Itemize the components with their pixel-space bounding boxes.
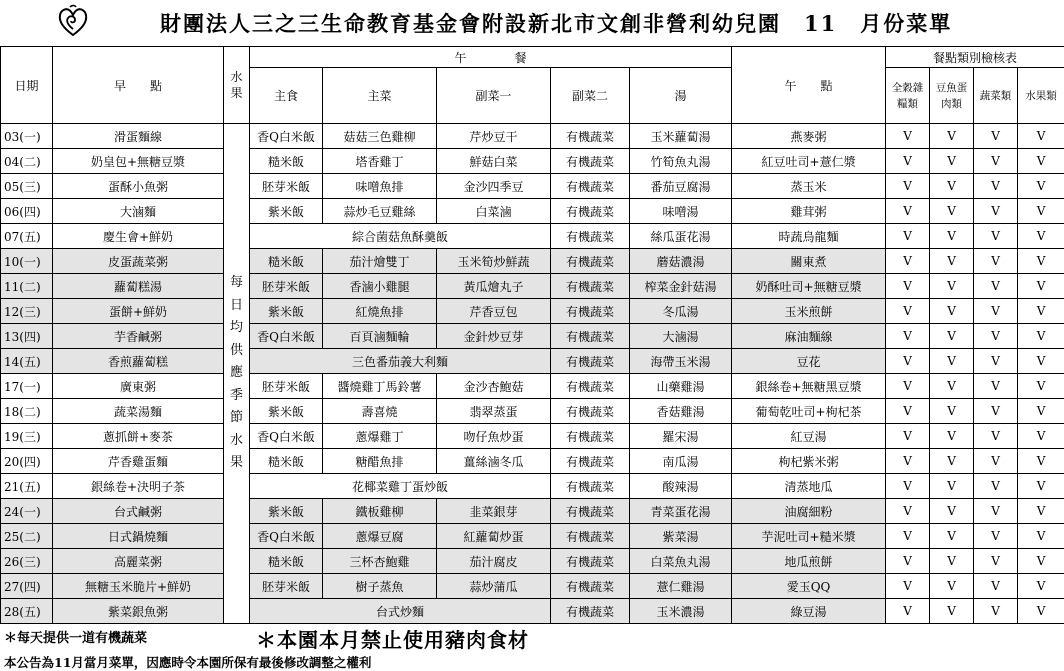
soup-cell: 紫菜湯 [630, 524, 732, 549]
menu-table [0, 46, 1064, 624]
vegetables-check-cell: V [974, 449, 1018, 474]
protein-check-cell: V [930, 524, 974, 549]
fruits-check-cell: V [1018, 199, 1064, 224]
vegetables-check-cell: V [974, 124, 1018, 149]
breakfast-cell: 蔥抓餅+麥茶 [53, 424, 224, 449]
merged-lunch-cell: 綜合菌菇魚酥羹飯 [250, 224, 551, 249]
vegetables-check-cell: V [974, 574, 1018, 599]
breakfast-cell: 香煎蘿蔔糕 [53, 349, 224, 374]
disclaimer-note: 本公告為11月當月菜單，因應時令本園所保有最後修改調整之權利 [4, 655, 372, 670]
side-dish-2-cell: 有機蔬菜 [551, 124, 630, 149]
grains-check-cell: V [886, 274, 930, 299]
side-dish-2-cell: 有機蔬菜 [551, 549, 630, 574]
soup-cell: 絲瓜蛋花湯 [630, 224, 732, 249]
table-row [1, 374, 1064, 399]
fruits-check-cell: V [1018, 224, 1064, 249]
staple-cell: 香Q白米飯 [250, 424, 323, 449]
grains-check-cell: V [886, 524, 930, 549]
protein-check-cell: V [930, 549, 974, 574]
breakfast-cell: 滑蛋麵線 [53, 124, 224, 149]
side-dish-2-cell: 有機蔬菜 [551, 149, 630, 174]
main-dish-cell: 塔香雞丁 [323, 149, 437, 174]
fruits-check-cell: V [1018, 549, 1064, 574]
date-cell: 13(四) [1, 324, 53, 349]
grains-check-cell: V [886, 499, 930, 524]
side-dish-1-cell: 芹炒豆干 [437, 124, 551, 149]
vegetables-check-cell: V [974, 374, 1018, 399]
snack-cell: 麻油麵線 [732, 324, 886, 349]
soup-cell: 番茄豆腐湯 [630, 174, 732, 199]
table-row [1, 499, 1064, 524]
date-cell: 27(四) [1, 574, 53, 599]
protein-header: 豆魚蛋 肉類 [930, 68, 974, 124]
table-row [1, 224, 1064, 249]
grains-check-cell: V [886, 424, 930, 449]
staple-cell: 胚芽米飯 [250, 174, 323, 199]
vegetables-check-cell: V [974, 474, 1018, 499]
vegetables-check-cell: V [974, 349, 1018, 374]
side-dish-1-cell: 金針炒豆芽 [437, 324, 551, 349]
heart-swirl-logo-icon [56, 4, 90, 38]
soup-cell: 青菜蛋花湯 [630, 499, 732, 524]
vegetables-check-cell: V [974, 399, 1018, 424]
side-dish-1-cell: 紅蘿蔔炒蛋 [437, 524, 551, 549]
table-row [1, 299, 1064, 324]
main-dish-cell: 茄汁燴雙丁 [323, 249, 437, 274]
table-row [1, 399, 1064, 424]
grains-check-cell: V [886, 449, 930, 474]
snack-cell: 枸杞紫米粥 [732, 449, 886, 474]
date-cell: 07(五) [1, 224, 53, 249]
grains-check-cell: V [886, 399, 930, 424]
fruits-check-cell: V [1018, 499, 1064, 524]
main-dish-cell: 鐵板雞柳 [323, 499, 437, 524]
breakfast-cell: 日式鍋燒麵 [53, 524, 224, 549]
fruits-check-cell: V [1018, 349, 1064, 374]
side-dish-2-cell: 有機蔬菜 [551, 599, 630, 624]
snack-cell: 蒸玉米 [732, 174, 886, 199]
protein-check-cell: V [930, 424, 974, 449]
breakfast-cell: 銀絲卷+決明子茶 [53, 474, 224, 499]
vegetables-check-cell: V [974, 174, 1018, 199]
side-dish-2-cell: 有機蔬菜 [551, 524, 630, 549]
side-dish-1-cell: 茄汁腐皮 [437, 549, 551, 574]
date-cell: 25(二) [1, 524, 53, 549]
side-dish-2-cell: 有機蔬菜 [551, 574, 630, 599]
staple-cell: 香Q白米飯 [250, 524, 323, 549]
staple-cell: 香Q白米飯 [250, 324, 323, 349]
main-dish-cell: 醬燒雞丁馬鈴薯 [323, 374, 437, 399]
grains-check-cell: V [886, 174, 930, 199]
vegetables-check-cell: V [974, 549, 1018, 574]
grains-check-cell: V [886, 149, 930, 174]
page-title: 財團法人三之三生命教育基金會附設新北市文創非營利幼兒園 11 月份菜單 [160, 11, 953, 36]
staple-cell: 香Q白米飯 [250, 124, 323, 149]
protein-check-cell: V [930, 199, 974, 224]
staple-cell: 糙米飯 [250, 549, 323, 574]
breakfast-cell: 奶皇包+無糖豆漿 [53, 149, 224, 174]
snack-cell: 愛玉QQ [732, 574, 886, 599]
vegetables-check-cell: V [974, 599, 1018, 624]
side-dish-1-cell: 薑絲滷冬瓜 [437, 449, 551, 474]
table-row [1, 349, 1064, 374]
main-dish-cell: 菇菇三色雞柳 [323, 124, 437, 149]
side-dish-2-cell: 有機蔬菜 [551, 224, 630, 249]
grains-check-cell: V [886, 124, 930, 149]
no-pork-note: ＊本園本月禁止使用豬肉食材 [256, 628, 529, 652]
snack-cell: 玉米煎餅 [732, 299, 886, 324]
soup-cell: 羅宋湯 [630, 424, 732, 449]
staple-cell: 胚芽米飯 [250, 374, 323, 399]
side-dish-1-cell: 鮮菇白菜 [437, 149, 551, 174]
snack-cell: 綠豆湯 [732, 599, 886, 624]
side-dish-2-cell: 有機蔬菜 [551, 249, 630, 274]
fruits-check-cell: V [1018, 274, 1064, 299]
date-cell: 12(三) [1, 299, 53, 324]
main-dish-cell: 糖醋魚排 [323, 449, 437, 474]
soup-cell: 味噌湯 [630, 199, 732, 224]
soup-header: 湯 [630, 68, 732, 124]
staple-cell: 糙米飯 [250, 249, 323, 274]
side-dish-1-header: 副菜一 [437, 68, 551, 124]
snack-cell: 紅豆吐司+薏仁漿 [732, 149, 886, 174]
grains-check-cell: V [886, 374, 930, 399]
breakfast-cell: 蛋酥小魚粥 [53, 174, 224, 199]
soup-cell: 玉米濃湯 [630, 599, 732, 624]
grains-check-cell: V [886, 599, 930, 624]
table-row [1, 199, 1064, 224]
breakfast-cell: 慶生會+鮮奶 [53, 224, 224, 249]
date-cell: 26(三) [1, 549, 53, 574]
grains-check-cell: V [886, 549, 930, 574]
date-cell: 21(五) [1, 474, 53, 499]
date-cell: 06(四) [1, 199, 53, 224]
snack-cell: 燕麥粥 [732, 124, 886, 149]
table-row [1, 549, 1064, 574]
fruits-check-cell: V [1018, 249, 1064, 274]
date-cell: 03(一) [1, 124, 53, 149]
soup-cell: 山藥雞湯 [630, 374, 732, 399]
main-dish-cell: 紅燒魚排 [323, 299, 437, 324]
protein-check-cell: V [930, 324, 974, 349]
table-row [1, 324, 1064, 349]
grains-check-cell: V [886, 574, 930, 599]
snack-cell: 銀絲卷+無糖黑豆漿 [732, 374, 886, 399]
soup-cell: 蘑菇濃湯 [630, 249, 732, 274]
soup-cell: 大滷湯 [630, 324, 732, 349]
soup-cell: 白菜魚丸湯 [630, 549, 732, 574]
date-cell: 05(三) [1, 174, 53, 199]
soup-cell: 南瓜湯 [630, 449, 732, 474]
fruits-check-cell: V [1018, 124, 1064, 149]
vegetables-check-cell: V [974, 149, 1018, 174]
date-cell: 04(二) [1, 149, 53, 174]
snack-cell: 地瓜煎餅 [732, 549, 886, 574]
soup-cell: 榨菜金針菇湯 [630, 274, 732, 299]
date-cell: 19(三) [1, 424, 53, 449]
breakfast-cell: 台式鹹粥 [53, 499, 224, 524]
side-dish-1-cell: 黃瓜燴丸子 [437, 274, 551, 299]
breakfast-cell: 無糖玉米脆片+鮮奶 [53, 574, 224, 599]
vegetables-check-cell: V [974, 324, 1018, 349]
breakfast-cell: 蔬菜湯麵 [53, 399, 224, 424]
main-dish-cell: 味噌魚排 [323, 174, 437, 199]
check-group-header: 餐點類別檢核表 [886, 47, 1064, 68]
protein-check-cell: V [930, 574, 974, 599]
side-dish-2-cell: 有機蔬菜 [551, 274, 630, 299]
breakfast-cell: 大滷麵 [53, 199, 224, 224]
grains-check-cell: V [886, 249, 930, 274]
protein-check-cell: V [930, 124, 974, 149]
soup-cell: 香菇雞湯 [630, 399, 732, 424]
breakfast-cell: 蘿蔔糕湯 [53, 274, 224, 299]
table-row [1, 149, 1064, 174]
table-row [1, 524, 1064, 549]
breakfast-cell: 皮蛋蔬菜粥 [53, 249, 224, 274]
staple-cell: 胚芽米飯 [250, 574, 323, 599]
protein-check-cell: V [930, 349, 974, 374]
main-dish-cell: 壽喜燒 [323, 399, 437, 424]
breakfast-cell: 紫菜銀魚粥 [53, 599, 224, 624]
vegetables-check-cell: V [974, 499, 1018, 524]
vegetables-check-cell: V [974, 274, 1018, 299]
snack-header: 午 點 [732, 47, 886, 124]
vegetables-check-cell: V [974, 199, 1018, 224]
breakfast-header: 早 點 [53, 47, 224, 124]
staple-cell: 糙米飯 [250, 449, 323, 474]
protein-check-cell: V [930, 374, 974, 399]
soup-cell: 酸辣湯 [630, 474, 732, 499]
protein-check-cell: V [930, 499, 974, 524]
soup-cell: 玉米蘿蔔湯 [630, 124, 732, 149]
side-dish-1-cell: 蒜炒蒲瓜 [437, 574, 551, 599]
table-row [1, 474, 1064, 499]
side-dish-1-cell: 韭菜銀芽 [437, 499, 551, 524]
main-dish-cell: 三杯杏鮑雞 [323, 549, 437, 574]
grains-check-cell: V [886, 224, 930, 249]
snack-cell: 時蔬烏龍麵 [732, 224, 886, 249]
staple-cell: 紫米飯 [250, 399, 323, 424]
fruits-check-cell: V [1018, 424, 1064, 449]
date-cell: 17(一) [1, 374, 53, 399]
side-dish-1-cell: 玉米筍炒鮮蔬 [437, 249, 551, 274]
vegetables-check-cell: V [974, 299, 1018, 324]
snack-cell: 關東煮 [732, 249, 886, 274]
staple-cell: 紫米飯 [250, 499, 323, 524]
table-row [1, 124, 1064, 149]
fruits-check-cell: V [1018, 524, 1064, 549]
vegetables-check-cell: V [974, 424, 1018, 449]
snack-cell: 清蒸地瓜 [732, 474, 886, 499]
soup-cell: 竹筍魚丸湯 [630, 149, 732, 174]
merged-lunch-cell: 花椰菜雞丁蛋炒飯 [250, 474, 551, 499]
date-cell: 28(五) [1, 599, 53, 624]
protein-check-cell: V [930, 399, 974, 424]
seasonal-fruit-note: 每 日 均 供 應 季 節 水 果 [224, 124, 250, 624]
lunch-header: 午 餐 [250, 47, 732, 68]
grains-check-cell: V [886, 299, 930, 324]
breakfast-cell: 芋香鹹粥 [53, 324, 224, 349]
side-dish-2-cell: 有機蔬菜 [551, 499, 630, 524]
table-row [1, 249, 1064, 274]
vegetables-header: 蔬菜類 [974, 68, 1018, 124]
main-dish-cell: 香滷小雞腿 [323, 274, 437, 299]
vegetables-check-cell: V [974, 524, 1018, 549]
protein-check-cell: V [930, 449, 974, 474]
organic-note: ＊每天提供一道有機蔬菜 [4, 631, 148, 646]
breakfast-cell: 蛋餅+鮮奶 [53, 299, 224, 324]
fruits-check-cell: V [1018, 374, 1064, 399]
snack-cell: 油腐細粉 [732, 499, 886, 524]
main-dish-cell: 百頁滷麵輪 [323, 324, 437, 349]
grains-check-cell: V [886, 474, 930, 499]
merged-lunch-cell: 三色番茄義大利麵 [250, 349, 551, 374]
protein-check-cell: V [930, 599, 974, 624]
staple-cell: 紫米飯 [250, 299, 323, 324]
staple-cell: 糙米飯 [250, 149, 323, 174]
fruits-check-cell: V [1018, 599, 1064, 624]
table-row [1, 574, 1064, 599]
snack-cell: 芋泥吐司+糙米漿 [732, 524, 886, 549]
side-dish-2-cell: 有機蔬菜 [551, 474, 630, 499]
fruits-check-cell: V [1018, 149, 1064, 174]
side-dish-2-cell: 有機蔬菜 [551, 424, 630, 449]
soup-cell: 海帶玉米湯 [630, 349, 732, 374]
date-header: 日期 [1, 47, 53, 124]
grains-check-cell: V [886, 324, 930, 349]
side-dish-1-cell: 吻仔魚炒蛋 [437, 424, 551, 449]
side-dish-2-cell: 有機蔬菜 [551, 399, 630, 424]
snack-cell: 雞茸粥 [732, 199, 886, 224]
main-dish-cell: 樹子蒸魚 [323, 574, 437, 599]
date-cell: 11(二) [1, 274, 53, 299]
side-dish-2-cell: 有機蔬菜 [551, 374, 630, 399]
side-dish-1-cell: 芹香豆包 [437, 299, 551, 324]
snack-cell: 紅豆湯 [732, 424, 886, 449]
breakfast-cell: 芹香雞蛋麵 [53, 449, 224, 474]
fruits-check-cell: V [1018, 399, 1064, 424]
title-bar [0, 0, 1064, 46]
main-dish-cell: 蔥爆豆腐 [323, 524, 437, 549]
side-dish-2-cell: 有機蔬菜 [551, 324, 630, 349]
protein-check-cell: V [930, 249, 974, 274]
side-dish-2-header: 副菜二 [551, 68, 630, 124]
protein-check-cell: V [930, 224, 974, 249]
protein-check-cell: V [930, 174, 974, 199]
side-dish-2-cell: 有機蔬菜 [551, 199, 630, 224]
snack-cell: 豆花 [732, 349, 886, 374]
fruits-check-cell: V [1018, 449, 1064, 474]
main-dish-cell: 蒜炒毛豆雞絲 [323, 199, 437, 224]
date-cell: 18(二) [1, 399, 53, 424]
side-dish-2-cell: 有機蔬菜 [551, 174, 630, 199]
breakfast-cell: 高麗菜粥 [53, 549, 224, 574]
fruits-check-cell: V [1018, 324, 1064, 349]
protein-check-cell: V [930, 474, 974, 499]
grains-check-cell: V [886, 199, 930, 224]
grains-check-cell: V [886, 349, 930, 374]
fruit-header: 水 果 [224, 47, 250, 124]
date-cell: 20(四) [1, 449, 53, 474]
date-cell: 24(一) [1, 499, 53, 524]
side-dish-1-cell: 金沙四季豆 [437, 174, 551, 199]
side-dish-1-cell: 翡翠蒸蛋 [437, 399, 551, 424]
fruits-check-cell: V [1018, 574, 1064, 599]
snack-cell: 奶酥吐司+無糖豆漿 [732, 274, 886, 299]
fruits-check-cell: V [1018, 174, 1064, 199]
table-row [1, 599, 1064, 624]
fruits-check-cell: V [1018, 299, 1064, 324]
vegetables-check-cell: V [974, 249, 1018, 274]
grains-header: 全穀雜 糧類 [886, 68, 930, 124]
side-dish-2-cell: 有機蔬菜 [551, 449, 630, 474]
staple-cell: 紫米飯 [250, 199, 323, 224]
side-dish-1-cell: 白菜滷 [437, 199, 551, 224]
soup-cell: 冬瓜湯 [630, 299, 732, 324]
table-row [1, 449, 1064, 474]
staple-header: 主食 [250, 68, 323, 124]
breakfast-cell: 廣東粥 [53, 374, 224, 399]
side-dish-2-cell: 有機蔬菜 [551, 349, 630, 374]
side-dish-1-cell: 金沙杏鮑菇 [437, 374, 551, 399]
main-dish-cell: 蔥爆雞丁 [323, 424, 437, 449]
date-cell: 14(五) [1, 349, 53, 374]
protein-check-cell: V [930, 149, 974, 174]
table-row [1, 174, 1064, 199]
vegetables-check-cell: V [974, 224, 1018, 249]
table-row [1, 424, 1064, 449]
fruits-header: 水果類 [1018, 68, 1064, 124]
fruits-check-cell: V [1018, 474, 1064, 499]
protein-check-cell: V [930, 274, 974, 299]
main-dish-header: 主菜 [323, 68, 437, 124]
merged-lunch-cell: 台式炒麵 [250, 599, 551, 624]
protein-check-cell: V [930, 299, 974, 324]
snack-cell: 葡萄乾吐司+枸杞茶 [732, 399, 886, 424]
staple-cell: 胚芽米飯 [250, 274, 323, 299]
table-row [1, 274, 1064, 299]
date-cell: 10(一) [1, 249, 53, 274]
soup-cell: 薏仁雞湯 [630, 574, 732, 599]
side-dish-2-cell: 有機蔬菜 [551, 299, 630, 324]
